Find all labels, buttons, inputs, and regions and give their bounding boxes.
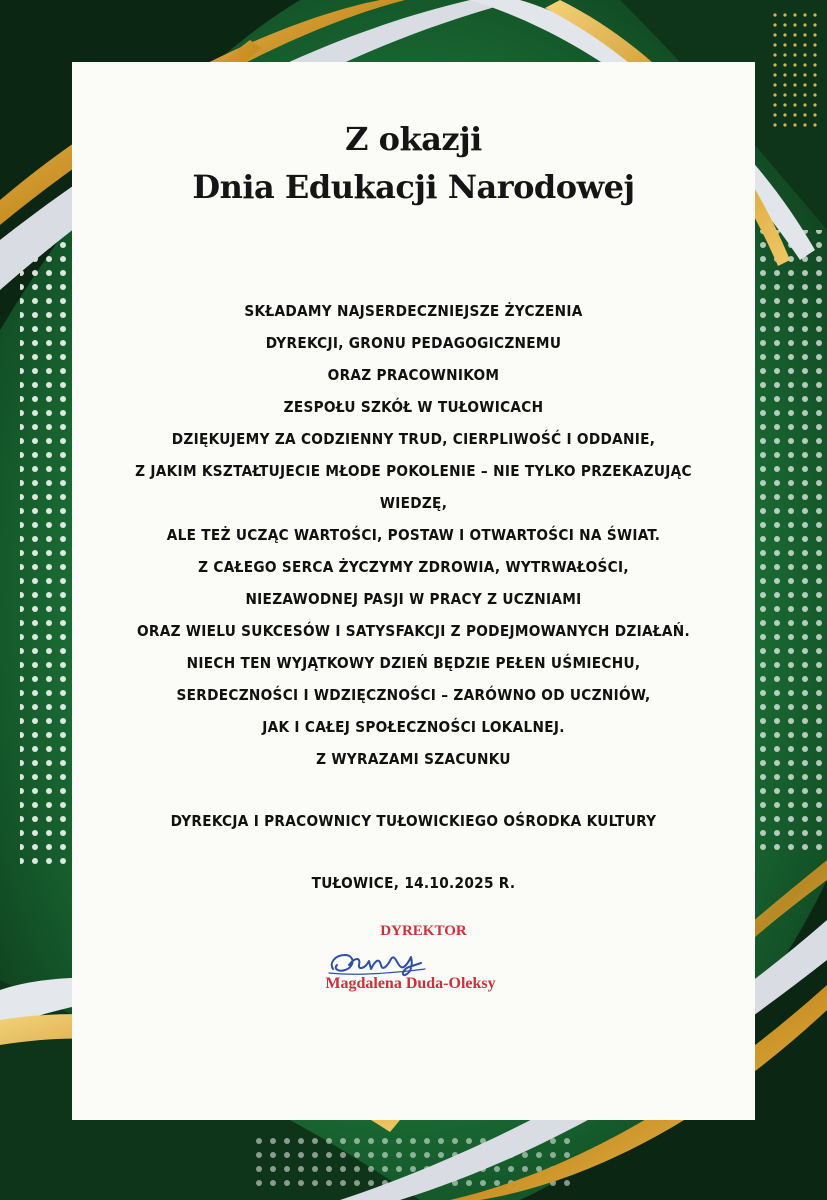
body-line: NIECH TEN WYJĄTKOWY DZIEŃ BĘDZIE PEŁEN UŚMIECHU, bbox=[186, 654, 641, 672]
body-line: ALE TEŻ UCZĄC WARTOŚCI, POSTAW I OTWARTOŚCI NA ŚWIAT. bbox=[166, 526, 661, 544]
title-line-1: Z okazji bbox=[345, 120, 482, 158]
body-line: DYREKCJI, GRONU PEDAGOGICZNEMU bbox=[265, 334, 562, 352]
signature-image bbox=[325, 943, 445, 979]
body-line: Z CAŁEGO SERCA ŻYCZYMY ZDROWIA, WYTRWAŁOŚCI, bbox=[198, 558, 629, 576]
body-line: SERDECZNOŚCI I WDZIĘCZNOŚCI – ZARÓWNO OD UCZNIÓW, bbox=[176, 686, 651, 704]
body-line: NIEZAWODNEJ PASJI W PRACY Z UCZNIAMI bbox=[245, 590, 582, 608]
body-line: ORAZ WIELU SUKCESÓW I SATYSFAKCJI Z PODEJMOWANYCH DZIAŁAŃ. bbox=[136, 622, 690, 640]
body-line: WIEDZĘ, bbox=[379, 494, 448, 512]
stamp-name: Magdalena Duda-Oleksy bbox=[325, 975, 496, 992]
sender: DYREKCJA I PRACOWNICY TUŁOWICKIEGO OŚRODKA KULTURY bbox=[170, 812, 657, 830]
title-line-2: Dnia Edukacji Narodowej bbox=[192, 168, 635, 206]
body-line: ZESPOŁU SZKÓŁ W TUŁOWICACH bbox=[283, 398, 544, 416]
body-line: ORAZ PRACOWNIKOM bbox=[327, 366, 500, 384]
place-date: TUŁOWICE, 14.10.2025 R. bbox=[311, 874, 516, 892]
stamp-title: DYREKTOR bbox=[380, 923, 467, 939]
body-line: SKŁADAMY NAJSERDECZNIEJSZE ŻYCZENIA bbox=[244, 302, 583, 320]
body-line: DZIĘKUJEMY ZA CODZIENNY TRUD, CIERPLIWOŚĆ I ODDANIE, bbox=[171, 430, 656, 448]
closing-line: Z WYRAZAMI SZACUNKU bbox=[316, 750, 511, 768]
body-line: Z JAKIM KSZTAŁTUJECIE MŁODE POKOLENIE – NIE TYLKO PRZEKAZUJĄC bbox=[135, 462, 692, 480]
body-line: JAK I CAŁEJ SPOŁECZNOŚCI LOKALNEJ. bbox=[262, 718, 565, 736]
